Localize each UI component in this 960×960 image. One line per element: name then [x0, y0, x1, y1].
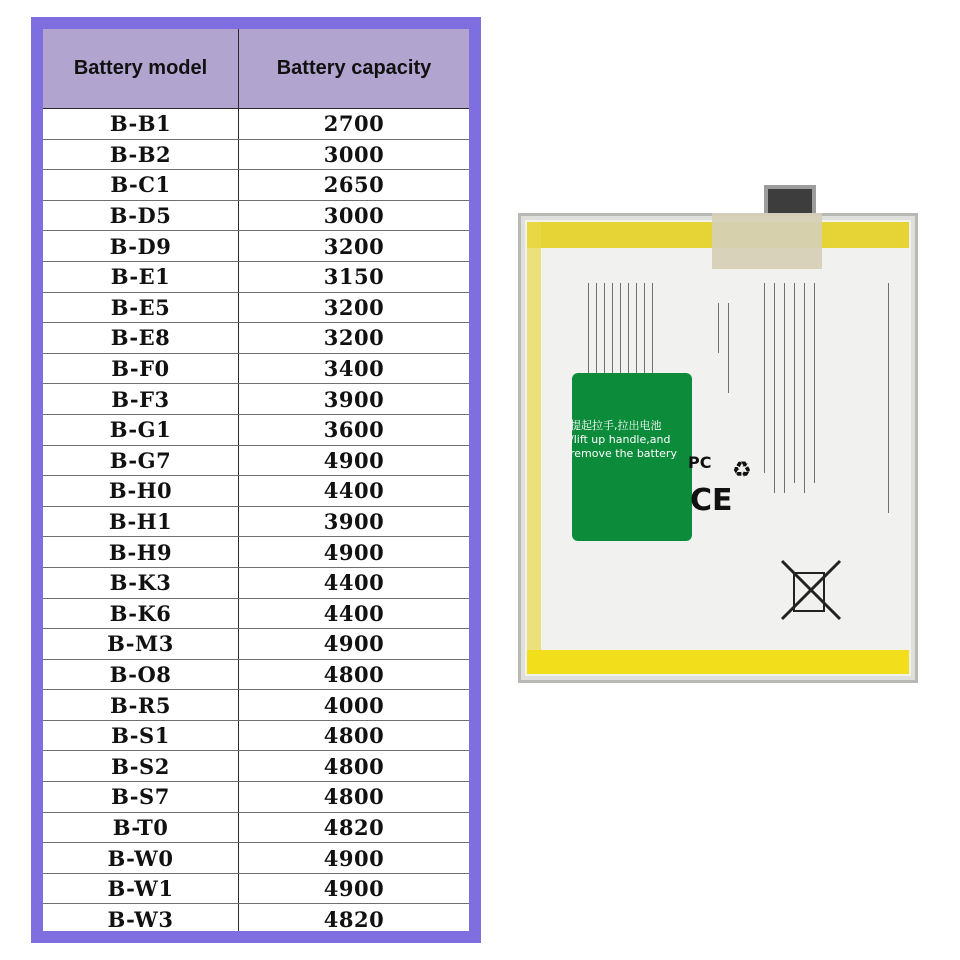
battery-table-frame	[31, 17, 481, 943]
table-row	[43, 721, 469, 752]
table-row	[43, 782, 469, 813]
header-battery-capacity: Battery capacity	[276, 57, 432, 79]
battery-capacity-cell: 4820	[323, 906, 385, 931]
header-battery-model: Battery model	[43, 29, 239, 108]
ce-mark-icon: CE	[690, 483, 733, 518]
battery-model-cell: B-E8	[43, 323, 239, 353]
table-body	[43, 109, 469, 931]
table-row	[43, 751, 469, 782]
battery-model-cell: B-H0	[43, 476, 239, 506]
battery-model-cell: B-H1	[43, 507, 239, 537]
table-header	[43, 29, 469, 109]
battery-model-cell: B-K6	[43, 599, 239, 629]
battery-capacity-cell: 3200	[323, 233, 385, 259]
battery-model-cell: B-D9	[43, 231, 239, 261]
battery-model-cell: B-E1	[43, 262, 239, 292]
battery-model-cell: B-H9	[43, 537, 239, 567]
pull-tab-text: 提起拉手,拉出电池 /lift up handle,and remove the battery	[570, 419, 677, 460]
battery-capacity-cell: 4900	[323, 845, 385, 871]
battery-bottom-edge	[527, 650, 909, 674]
table-row	[43, 629, 469, 660]
battery-capacity-cell: 4000	[323, 692, 385, 718]
table-row	[43, 507, 469, 538]
battery-model-cell: B-W1	[43, 874, 239, 904]
table-row	[43, 140, 469, 171]
battery-left-edge	[527, 222, 541, 674]
battery-model-cell: B-W0	[43, 843, 239, 873]
pct-mark-icon: PC	[688, 453, 712, 472]
battery-capacity-cell: 4800	[323, 723, 385, 749]
table-row	[43, 568, 469, 599]
weee-crossed-bin-icon	[776, 555, 846, 625]
table-row	[43, 170, 469, 201]
battery-capacity-cell: 2650	[323, 172, 385, 198]
battery-photo	[514, 183, 924, 688]
battery-model-cell: B-B2	[43, 140, 239, 170]
battery-capacity-cell: 3000	[323, 141, 385, 167]
battery-capacity-cell: 4800	[323, 753, 385, 779]
battery-capacity-cell: 4400	[323, 600, 385, 626]
battery-model-cell: B-B1	[43, 109, 239, 139]
table-row	[43, 660, 469, 691]
table-row	[43, 415, 469, 446]
battery-capacity-cell: 4400	[323, 570, 385, 596]
battery-model-cell: B-S2	[43, 751, 239, 781]
battery-capacity-cell: 3600	[323, 417, 385, 443]
table-row	[43, 293, 469, 324]
battery-model-cell: B-G1	[43, 415, 239, 445]
battery-model-cell: B-O8	[43, 660, 239, 690]
table-row	[43, 476, 469, 507]
battery-model-cell: B-G7	[43, 446, 239, 476]
battery-capacity-cell: 3200	[323, 294, 385, 320]
battery-capacity-cell: 3900	[323, 509, 385, 535]
battery-model-cell: B-S7	[43, 782, 239, 812]
battery-capacity-cell: 3000	[323, 203, 385, 229]
recycle-icon: ♻	[732, 458, 752, 483]
battery-model-cell: B-D5	[43, 201, 239, 231]
battery-model-cell: B-K3	[43, 568, 239, 598]
battery-model-cell: B-W3	[43, 904, 239, 931]
table-row	[43, 201, 469, 232]
battery-capacity-cell: 3400	[323, 356, 385, 382]
battery-model-cell: B-M3	[43, 629, 239, 659]
table-row	[43, 843, 469, 874]
battery-capacity-cell: 2700	[323, 111, 385, 137]
table-row	[43, 599, 469, 630]
battery-model-cell: B-F3	[43, 384, 239, 414]
battery-capacity-cell: 4820	[323, 814, 385, 840]
table-row	[43, 690, 469, 721]
battery-capacity-cell: 3150	[323, 264, 385, 290]
battery-capacity-cell: 4900	[323, 539, 385, 565]
table-row	[43, 446, 469, 477]
battery-capacity-cell: 4800	[323, 661, 385, 687]
table-row	[43, 874, 469, 905]
table-row	[43, 384, 469, 415]
table-row	[43, 323, 469, 354]
battery-model-cell: B-C1	[43, 170, 239, 200]
table-row	[43, 813, 469, 844]
table-row	[43, 354, 469, 385]
battery-capacity-cell: 3900	[323, 386, 385, 412]
battery-model-cell: B-R5	[43, 690, 239, 720]
battery-model-cell: B-E5	[43, 293, 239, 323]
battery-model-cell: B-F0	[43, 354, 239, 384]
battery-model-cell: B-T0	[43, 813, 239, 843]
battery-model-cell: B-S1	[43, 721, 239, 751]
table-row	[43, 262, 469, 293]
table-row	[43, 231, 469, 262]
battery-capacity-cell: 4400	[323, 478, 385, 504]
battery-table	[43, 29, 469, 931]
battery-capacity-cell: 4800	[323, 784, 385, 810]
battery-capacity-cell: 3200	[323, 325, 385, 351]
battery-capacity-cell: 4900	[323, 876, 385, 902]
table-row	[43, 904, 469, 931]
table-row	[43, 537, 469, 568]
battery-capacity-cell: 4900	[323, 631, 385, 657]
battery-capacity-cell: 4900	[323, 447, 385, 473]
table-row	[43, 109, 469, 140]
battery-tape	[712, 213, 822, 269]
